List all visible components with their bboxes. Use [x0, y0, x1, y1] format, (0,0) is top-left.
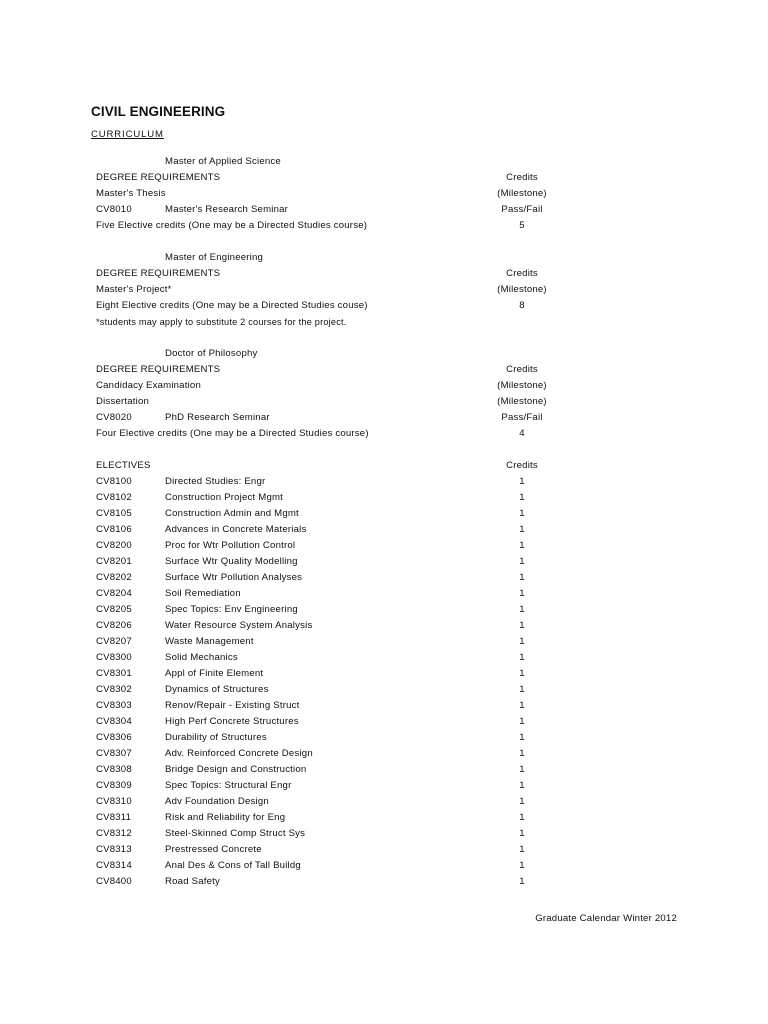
row-name: Proc for Wtr Pollution Control [165, 540, 296, 551]
row-name: Solid Mechanics [165, 652, 238, 663]
row-credits: 1 [519, 796, 525, 807]
row-credits: 1 [519, 828, 525, 839]
row-name: Risk and Reliability for Eng [165, 812, 286, 823]
table-row [0, 428, 768, 440]
page-title: CIVIL ENGINEERING [91, 104, 226, 119]
table-row [0, 780, 768, 792]
row-code: CV8300 [96, 652, 132, 663]
header-label: DEGREE REQUIREMENTS [96, 268, 221, 279]
row-code: CV8303 [96, 700, 132, 711]
row-credits: 1 [519, 492, 525, 503]
table-row [0, 188, 768, 200]
row-code: CV8400 [96, 876, 132, 887]
row-credits: 1 [519, 732, 525, 743]
table-row [0, 876, 768, 888]
header-credits: Credits [506, 364, 538, 375]
row-credits: 1 [519, 508, 525, 519]
table-row [0, 572, 768, 584]
row-code: CV8309 [96, 780, 132, 791]
table-row [0, 476, 768, 488]
row-credits: 1 [519, 876, 525, 887]
row-credits: 1 [519, 716, 525, 727]
row-code: CV8302 [96, 684, 132, 695]
row-code: CV8106 [96, 524, 132, 535]
row-credits: 1 [519, 540, 525, 551]
row-credits: (Milestone) [497, 188, 547, 199]
table-row [0, 556, 768, 568]
row-code: CV8202 [96, 572, 132, 583]
row-credits: 1 [519, 668, 525, 679]
row-name: Bridge Design and Construction [165, 764, 307, 775]
row-name: Appl of Finite Element [165, 668, 264, 679]
table-row [0, 860, 768, 872]
row-name: Advances in Concrete Materials [165, 524, 307, 535]
row-name: Surface Wtr Pollution Analyses [165, 572, 303, 583]
page-footer: Graduate Calendar Winter 2012 [535, 913, 677, 924]
table-row [0, 604, 768, 616]
table-header-row [0, 364, 768, 376]
row-code: CV8310 [96, 796, 132, 807]
row-code: CV8100 [96, 476, 132, 487]
program-name: Master of Applied Science [165, 156, 281, 167]
table-row [0, 684, 768, 696]
row-name: Soil Remediation [165, 588, 241, 599]
header-label: DEGREE REQUIREMENTS [96, 364, 221, 375]
program-name: Doctor of Philosophy [165, 348, 258, 359]
row-credits: 1 [519, 636, 525, 647]
header-credits: Credits [506, 268, 538, 279]
table-row [0, 412, 768, 424]
row-code: Five Elective credits (One may be a Directed Studies course) [96, 220, 368, 231]
row-name: Spec Topics: Env Engineering [165, 604, 298, 615]
row-name: Surface Wtr Quality Modelling [165, 556, 298, 567]
table-row [0, 492, 768, 504]
row-credits: 1 [519, 812, 525, 823]
program-name: Master of Engineering [165, 252, 264, 263]
row-credits: 1 [519, 588, 525, 599]
row-credits: 1 [519, 780, 525, 791]
table-header-row [0, 268, 768, 280]
row-credits: 1 [519, 556, 525, 567]
row-credits: Pass/Fail [501, 204, 543, 215]
table-row [0, 284, 768, 296]
table-row [0, 220, 768, 232]
table-header-row [0, 172, 768, 184]
table-row [0, 380, 768, 392]
header-label: ELECTIVES [96, 460, 151, 471]
row-name: Durability of Structures [165, 732, 267, 743]
row-code: CV8313 [96, 844, 132, 855]
row-name: Construction Admin and Mgmt [165, 508, 299, 519]
table-row [0, 300, 768, 312]
row-name: High Perf Concrete Structures [165, 716, 299, 727]
row-credits: 1 [519, 476, 525, 487]
row-credits: 1 [519, 652, 525, 663]
header-credits: Credits [506, 172, 538, 183]
row-code: Four Elective credits (One may be a Directed Studies course) [96, 428, 369, 439]
row-name: Dynamics of Structures [165, 684, 269, 695]
row-code: CV8020 [96, 412, 132, 423]
row-credits: 1 [519, 860, 525, 871]
row-code: CV8010 [96, 204, 132, 215]
row-name: Water Resource System Analysis [165, 620, 313, 631]
row-code: Master's Project* [96, 284, 172, 295]
row-name: Renov/Repair - Existing Struct [165, 700, 300, 711]
row-credits: 1 [519, 700, 525, 711]
row-code: Dissertation [96, 396, 150, 407]
row-code: CV8307 [96, 748, 132, 759]
table-row [0, 540, 768, 552]
row-name: Prestressed Concrete [165, 844, 262, 855]
row-name: Spec Topics: Structural Engr [165, 780, 292, 791]
table-row [0, 844, 768, 856]
row-code: CV8206 [96, 620, 132, 631]
footnote: *students may apply to substitute 2 courses for the project. [96, 317, 347, 327]
table-row [0, 812, 768, 824]
row-credits: Pass/Fail [501, 412, 543, 423]
table-row [0, 748, 768, 760]
table-row [0, 652, 768, 664]
table-row [0, 700, 768, 712]
row-credits: 1 [519, 604, 525, 615]
table-row [0, 524, 768, 536]
row-name: Steel-Skinned Comp Struct Sys [165, 828, 306, 839]
row-credits: 8 [519, 300, 525, 311]
row-credits: 1 [519, 684, 525, 695]
row-code: CV8200 [96, 540, 132, 551]
row-code: Master's Thesis [96, 188, 166, 199]
table-row [0, 620, 768, 632]
row-credits: 5 [519, 220, 525, 231]
table-row [0, 636, 768, 648]
row-credits: 1 [519, 524, 525, 535]
table-row [0, 204, 768, 216]
header-label: DEGREE REQUIREMENTS [96, 172, 221, 183]
table-header-row [0, 460, 768, 472]
row-code: CV8311 [96, 812, 132, 823]
row-credits: (Milestone) [497, 380, 547, 391]
row-credits: (Milestone) [497, 284, 547, 295]
row-code: CV8301 [96, 668, 132, 679]
section-subtitle: CURRICULUM [91, 129, 164, 140]
row-code: CV8102 [96, 492, 132, 503]
row-credits: (Milestone) [497, 396, 547, 407]
table-row [0, 668, 768, 680]
row-code: CV8205 [96, 604, 132, 615]
row-code: CV8105 [96, 508, 132, 519]
row-code: CV8201 [96, 556, 132, 567]
row-name: Adv Foundation Design [165, 796, 269, 807]
row-name: Road Safety [165, 876, 220, 887]
row-code: CV8304 [96, 716, 132, 727]
row-name: PhD Research Seminar [165, 412, 270, 423]
row-credits: 1 [519, 764, 525, 775]
row-credits: 1 [519, 572, 525, 583]
row-name: Construction Project Mgmt [165, 492, 284, 503]
row-code: Eight Elective credits (One may be a Directed Studies couse) [96, 300, 368, 311]
row-code: CV8308 [96, 764, 132, 775]
table-row [0, 396, 768, 408]
row-code: CV8312 [96, 828, 132, 839]
row-name: Anal Des & Cons of Tall Buildg [165, 860, 301, 871]
row-name: Directed Studies: Engr [165, 476, 266, 487]
row-code: CV8314 [96, 860, 132, 871]
row-name: Adv. Reinforced Concrete Design [165, 748, 313, 759]
row-credits: 1 [519, 620, 525, 631]
row-name: Master's Research Seminar [165, 204, 289, 215]
table-row [0, 588, 768, 600]
row-code: Candidacy Examination [96, 380, 201, 391]
row-credits: 4 [519, 428, 525, 439]
table-row [0, 716, 768, 728]
row-code: CV8204 [96, 588, 132, 599]
table-row [0, 828, 768, 840]
row-credits: 1 [519, 748, 525, 759]
row-code: CV8306 [96, 732, 132, 743]
row-credits: 1 [519, 844, 525, 855]
table-row [0, 764, 768, 776]
row-name: Waste Management [165, 636, 254, 647]
header-credits: Credits [506, 460, 538, 471]
table-row [0, 508, 768, 520]
row-code: CV8207 [96, 636, 132, 647]
table-row [0, 732, 768, 744]
table-row [0, 796, 768, 808]
